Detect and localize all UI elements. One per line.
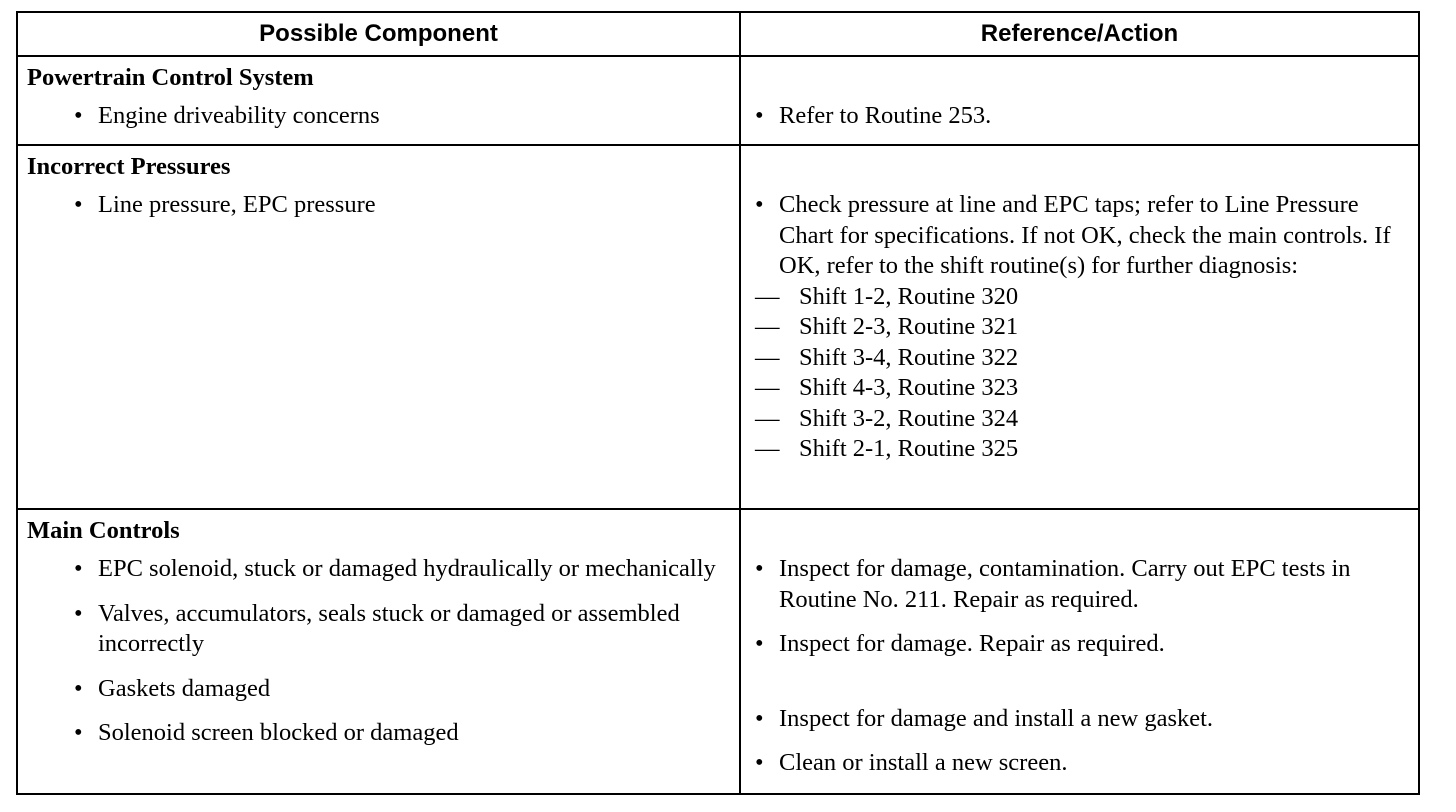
sub-item-text: Shift 2-1, Routine 325 [799, 435, 1019, 462]
action-text: Inspect for damage and install a new gasket. [779, 704, 1214, 732]
section-row [17, 56, 1419, 145]
action-text: Check pressure at line and EPC taps; refer to Line Pressure Chart for specifications. If not OK, check the main controls. If OK, refer to the shift routine(s) for further diagnosis: [779, 191, 1391, 279]
list-item [18, 674, 739, 705]
action-text: Refer to Routine 253. [779, 102, 992, 129]
header-reference-action: Reference/Action [740, 12, 1419, 56]
section-title: Incorrect Pressures [27, 153, 231, 180]
bullet-icon: • [755, 555, 764, 582]
header-row [17, 12, 1419, 56]
bullet-icon: • [755, 704, 764, 732]
sub-list-item [741, 434, 1418, 465]
list-item [741, 704, 1418, 735]
list-item [18, 101, 739, 132]
component-text: Engine driveability concerns [98, 102, 380, 129]
list-item [18, 554, 739, 585]
bullet-icon: • [74, 102, 83, 129]
action-cell [740, 509, 1419, 794]
sub-item-text: Shift 3-4, Routine 322 [799, 343, 1019, 371]
dash-icon: — [755, 404, 780, 432]
bullet-icon: • [74, 719, 83, 746]
dash-icon: — [755, 282, 780, 310]
component-cell [17, 145, 740, 509]
sub-list-item [741, 343, 1418, 374]
action-cell [740, 56, 1419, 145]
component-text: Valves, accumulators, seals stuck or damaged or assembled incorrectly [98, 599, 680, 657]
component-text: Gaskets damaged [98, 674, 271, 702]
sub-item-text: Shift 2-3, Routine 321 [799, 313, 1019, 340]
list-item [18, 599, 739, 660]
bullet-icon: • [755, 630, 764, 657]
sub-item-text: Shift 3-2, Routine 324 [799, 404, 1019, 432]
component-text: EPC solenoid, stuck or damaged hydraulically or mechanically [98, 555, 716, 582]
list-item [741, 748, 1418, 779]
section-title: Powertrain Control System [27, 64, 314, 91]
list-item [741, 190, 1418, 282]
action-text: Inspect for damage, contamination. Carry out EPC tests in Routine No. 211. Repair as required. [779, 555, 1351, 613]
sub-list-item [741, 373, 1418, 404]
component-cell [17, 509, 740, 794]
action-text: Inspect for damage. Repair as required. [779, 630, 1165, 657]
bullet-icon: • [74, 191, 83, 218]
bullet-icon: • [755, 749, 764, 776]
list-item [741, 554, 1418, 615]
list-item [741, 629, 1418, 660]
list-item [741, 101, 1418, 132]
dash-icon: — [755, 374, 780, 401]
bullet-icon: • [755, 102, 764, 129]
list-item [18, 718, 739, 749]
list-item [18, 190, 739, 221]
bullet-icon: • [755, 191, 764, 218]
bullet-icon: • [74, 674, 83, 702]
sub-item-text: Shift 1-2, Routine 320 [799, 282, 1019, 310]
bullet-icon: • [74, 555, 83, 582]
sub-list-item [741, 404, 1418, 435]
dash-icon: — [755, 313, 780, 340]
diagnosis-table [16, 11, 1420, 795]
sub-list-item [741, 282, 1418, 313]
dash-icon: — [755, 343, 780, 371]
component-text: Solenoid screen blocked or damaged [98, 719, 459, 746]
component-cell [17, 56, 740, 145]
dash-icon: — [755, 435, 780, 462]
sub-item-text: Shift 4-3, Routine 323 [799, 374, 1019, 401]
bullet-icon: • [74, 599, 83, 627]
component-text: Line pressure, EPC pressure [98, 191, 376, 218]
action-text: Clean or install a new screen. [779, 749, 1068, 776]
action-cell [740, 145, 1419, 509]
header-possible-component: Possible Component [17, 12, 740, 56]
sub-list-item [741, 312, 1418, 343]
section-title: Main Controls [27, 517, 180, 544]
section-row [17, 509, 1419, 794]
section-row [17, 145, 1419, 509]
